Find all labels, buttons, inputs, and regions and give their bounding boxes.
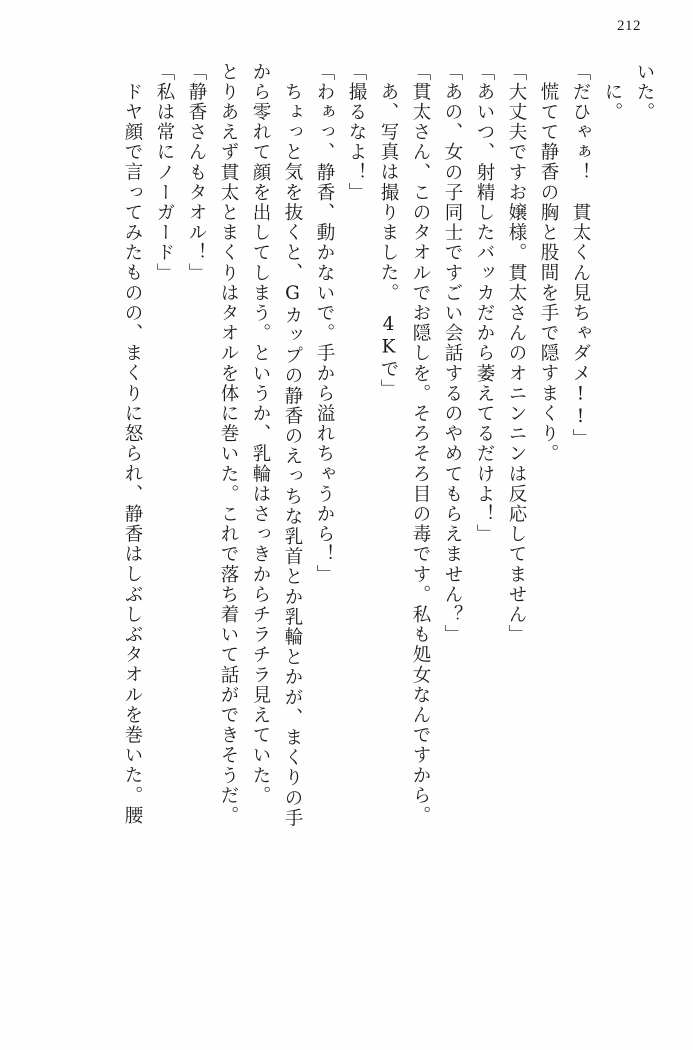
text-line: とりあえず貫太とまくりはタオルを体に巻いた。これで落ち着いて話ができそうだ。 [218, 62, 239, 826]
page-number: 212 [617, 18, 641, 34]
text-line: から零れて顔を出してしまう。というか、乳輪はさっきからチラチラ見えていた。 [250, 62, 271, 806]
text-line: 「あいつ、射精したバッカだから萎えてるだけよ！」 [474, 62, 495, 545]
text-line: 「貫太さん、このタオルでお隠しを。そろそろ目の毒です。私も処女なんですから。 [410, 62, 431, 826]
text-line: 「静香さんもタオル！」 [186, 62, 207, 284]
text-line: 「だひゃぁ！ 貫太くん見ちゃダメ!!」 [570, 62, 591, 449]
text-line: あ、写真は撮りました。 4Kで」 [378, 82, 399, 400]
text-line: に。 [602, 82, 623, 123]
text-line: いた。 [634, 62, 655, 123]
text-line: 「あの、女の子同士ですごい会話するのやめてもらえません？」 [442, 62, 463, 645]
text-line: ちょっと気を抜くと、Gカップの静香のえっちな乳首とか乳輪とかが、まくりの手 [282, 82, 303, 829]
text-line: 「大丈夫ですお嬢様。貫太さんのオニンニンは反応してません」 [506, 62, 527, 645]
text-line: 「わぁっ、静香、動かないで。手から溢れちゃうから！」 [314, 62, 335, 585]
text-line: ドヤ顔で言ってみたものの、まくりに怒られ、静香はしぶしぶタオルを巻いた。腰 [122, 82, 143, 826]
text-line: 「撮るなよ！」 [346, 62, 367, 203]
text-line: 「私は常にノーガード」 [154, 62, 175, 284]
vertical-text-body [40, 62, 653, 1020]
text-line: 慌てて静香の胸と股間を手で隠すまくり。 [538, 82, 559, 464]
